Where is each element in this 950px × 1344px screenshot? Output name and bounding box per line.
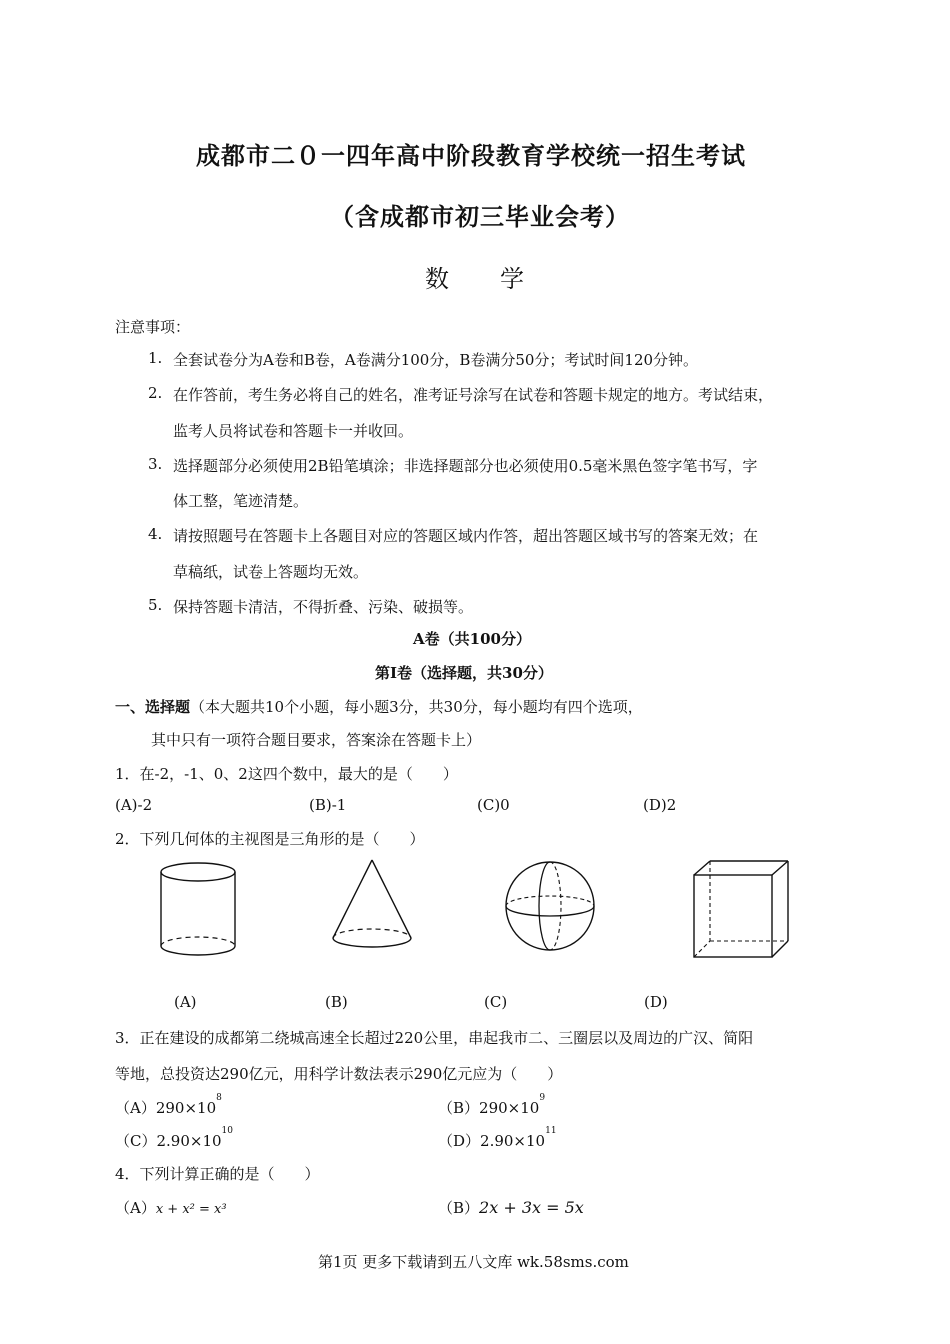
note-3-line-1: 选择题部分必须使用2B铅笔填涂；非选择题部分也必须使用0.5毫米黑色签字笔书写，字 [173,457,758,475]
note-5-num: 5. [148,596,163,614]
q3-option-c [115,1126,233,1151]
q3-option-b-label: （B） [438,1099,480,1117]
q1-option-d: (D)2 [643,796,677,814]
note-5-line-1: 保持答题卡清洁，不得折叠、污染、破损等。 [173,598,474,616]
q2-label-c: (C) [484,993,508,1011]
cube-icon [690,857,800,962]
q3-option-d [438,1126,557,1151]
q4-option-b-label: （B） [438,1199,480,1217]
page-title: 成都市二０一四年高中阶段教育学校统一招生考试 [196,142,746,170]
q1-stem: 1．在-2，-1、0、2这四个数中，最大的是（ ） [115,765,458,783]
q2-label-a: (A) [174,993,197,1011]
q4-option-a-expr: x + x² = x³ [155,1202,227,1217]
q1-option-c: (C)0 [477,796,510,814]
q4-option-a [115,1197,227,1218]
q3-option-a-exp: 8 [216,1093,222,1103]
q3-option-a-base: 290×10 [155,1099,217,1117]
part-one-heading: 第Ⅰ卷（选择题，共30分） [375,664,553,682]
note-2-line-2: 监考人员将试卷和答题卡一并收回。 [173,422,414,440]
note-1-num: 1. [148,349,163,367]
q1-option-b: (B)-1 [309,796,347,814]
subject-char-1: 数 [425,265,450,293]
note-1-line-1: 全套试卷分为A卷和B卷，A卷满分100分，B卷满分50分；考试时间120分钟。 [173,351,699,369]
volume-a-heading: A卷（共100分） [413,630,531,648]
q3-option-c-label: （C） [115,1132,157,1150]
note-2-line-1: 在作答前，考生务必将自己的姓名，准考证号涂写在试卷和答题卡规定的地方。考试结束， [173,386,774,404]
q3-option-a-label: （A） [115,1099,156,1117]
q3-option-c-exp: 10 [221,1126,233,1136]
page-subtitle: （含成都市初三毕业会考） [330,203,630,231]
q3-option-d-label: （D） [438,1132,481,1150]
choice-section-desc: （本大题共10个小题，每小题3分，共30分，每小题均有四个选项， [190,698,643,716]
q4-option-b [438,1197,584,1218]
note-4-line-1: 请按照题号在答题卡上各题目对应的答题区域内作答，超出答题区域书写的答案无效；在 [173,527,759,545]
cylinder-icon [150,858,250,958]
sphere-icon [502,858,602,958]
q3-option-c-base: 2.90×10 [156,1132,222,1150]
q3-option-b-exp: 9 [539,1093,546,1103]
q1-option-a: (A)-2 [115,796,153,814]
choice-section-label: 一、选择题 [115,698,191,716]
subject-char-2: 学 [500,265,525,293]
choice-section-desc-2: 其中只有一项符合题目要求，答案涂在答题卡上） [151,731,482,749]
q3-option-b [438,1093,546,1118]
q3-option-b-base: 290×10 [479,1099,540,1117]
q3-stem-line-2: 等地，总投资达290亿元，用科学计数法表示290亿元应为（ ） [115,1065,563,1083]
cone-icon [328,856,418,956]
choice-section-intro [115,696,643,717]
q4-option-b-expr: 2x + 3x = 5x [479,1198,584,1217]
q3-option-d-exp: 11 [545,1126,557,1136]
q3-option-d-base: 2.90×10 [480,1132,546,1150]
q2-label-b: (B) [325,993,348,1011]
q4-option-a-label: （A） [115,1199,156,1217]
q3-stem-line-1: 3．正在建设的成都第二绕城高速全长超过220公里，串起我市二、三圈层以及周边的广汉、简阳 [115,1029,754,1047]
notes-heading: 注意事项： [115,318,191,336]
page-footer: 第1页 更多下载请到五八文库 wk.58sms.com [318,1253,629,1271]
q3-option-a [115,1093,222,1118]
note-4-num: 4. [148,525,163,543]
note-2-num: 2. [148,384,163,402]
note-3-line-2: 体工整，笔迹清楚。 [173,492,309,510]
q2-stem: 2．下列几何体的主视图是三角形的是（ ） [115,830,425,848]
note-3-num: 3. [148,455,163,473]
q4-stem: 4．下列计算正确的是（ ） [115,1165,320,1183]
q2-label-d: (D) [644,993,668,1011]
note-4-line-2: 草稿纸，试卷上答题均无效。 [173,563,369,581]
